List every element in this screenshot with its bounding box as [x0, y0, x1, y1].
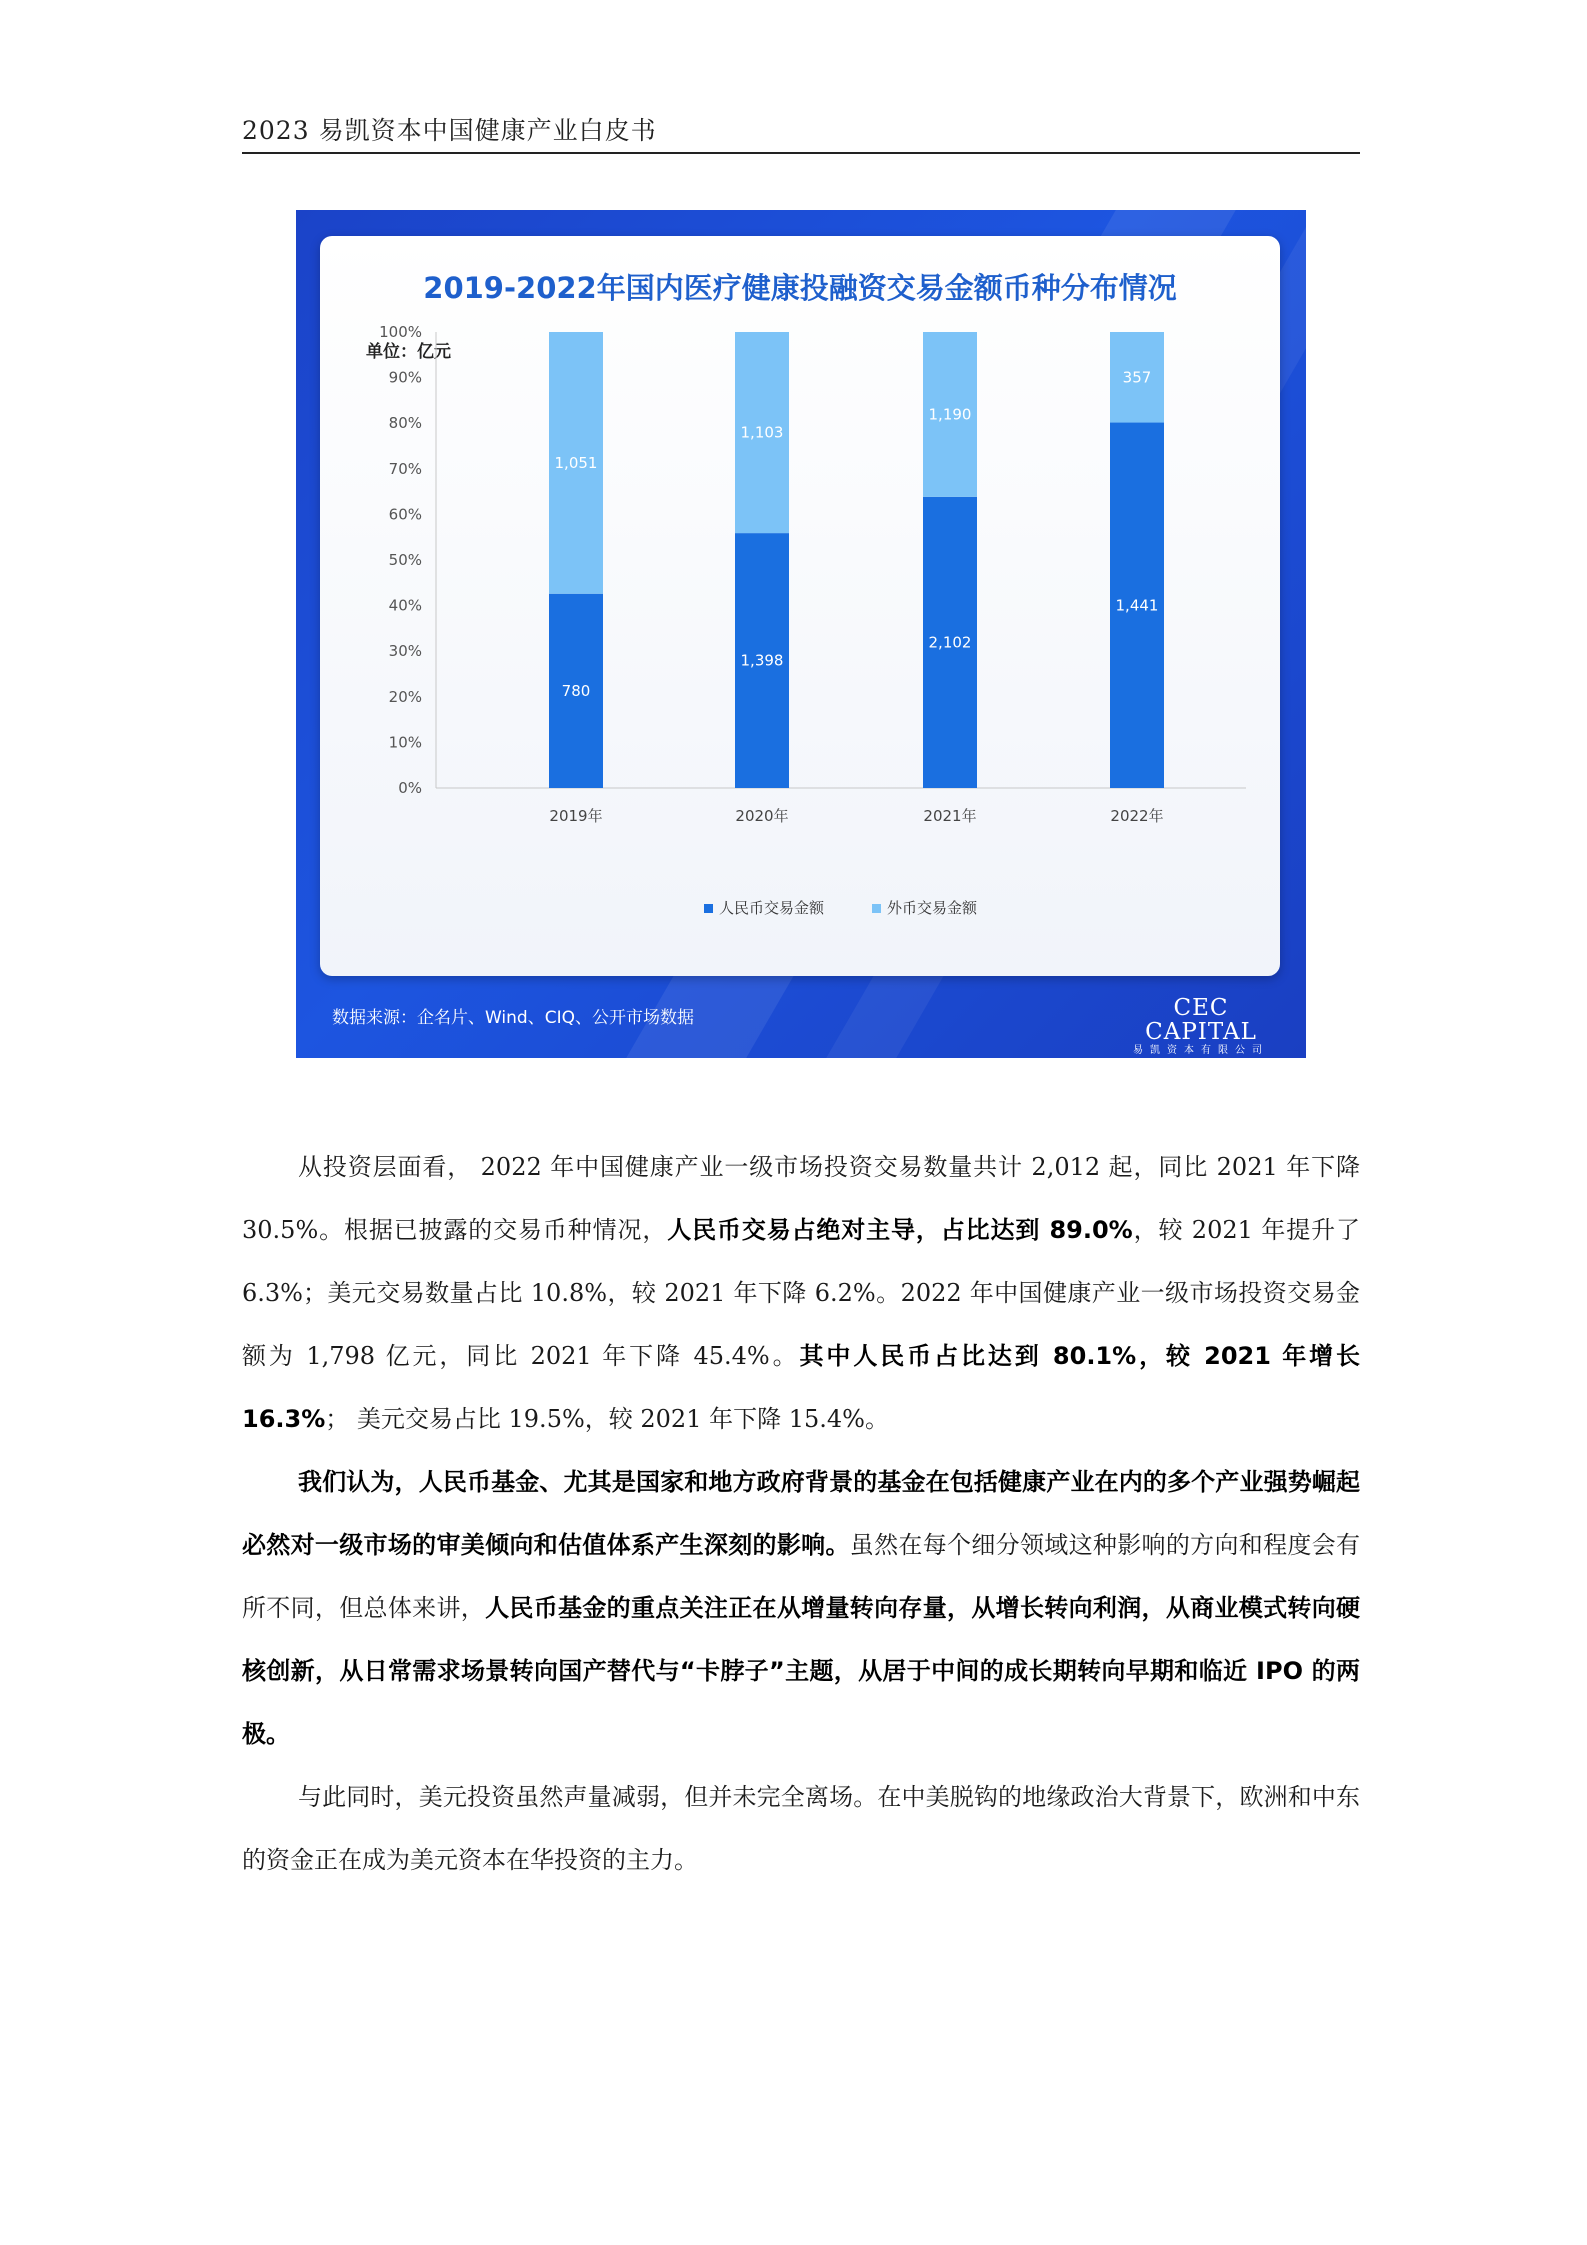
text-segment: 从投资层面看， 2022 年中国健康产业一级市场投资交易数量共计 2,012 起，同比 2021 年下降 30.5%。根据已披露的交易币种情况， [242, 1153, 1360, 1244]
data-label: 357 [1122, 368, 1152, 387]
logo-main-text: CEC CAPITAL [1145, 995, 1257, 1045]
stacked-bar-chart [320, 236, 1280, 976]
y-tick-label: 80% [388, 414, 422, 433]
text-segment: 虽然在每个细分领域这种影响的方向和程度会有所不同，但总体来讲， [242, 1531, 1361, 1622]
data-source: 数据来源：企名片、Wind、CIQ、公开市场数据 [332, 1008, 694, 1028]
chart-card [320, 236, 1280, 976]
legend-label: 人民币交易金额 [719, 899, 825, 917]
text-segment: ； 美元交易占比 19.5%，较 2021 年下降 15.4%。 [325, 1405, 889, 1433]
text-segment: ，较 2021 年提升了 6.3%；美元交易数量占比 10.8%，较 2021 年下降 6.2%。2022 年中国健康产业一级市场投资交易金额为 1,798 亿元，同比 2021 年下降 45.4%。 [242, 1216, 1360, 1370]
logo-sub-text: 易凯资本有限公司 [1133, 1045, 1269, 1056]
data-label: 1,190 [928, 405, 972, 424]
data-label: 1,398 [740, 651, 784, 670]
x-tick-label: 2021年 [923, 807, 977, 825]
y-tick-label: 100% [379, 323, 422, 341]
chart-figure [296, 210, 1306, 1058]
data-label: 2,102 [928, 633, 972, 652]
bold-text: 人民币基金的重点关注正在从增量转向存量，从增长转向利润，从商业模式转向硬核创新，从日常需求场景转向国产替代与“卡脖子”主题，从居于中间的成长期转向早期和临近 IPO 的两极。 [242, 1594, 1361, 1748]
paragraph [242, 1766, 1360, 1892]
header-title: 2023 易凯资本中国健康产业白皮书 [242, 116, 657, 145]
cec-capital-logo [1116, 996, 1286, 1058]
y-tick-label: 50% [388, 551, 422, 569]
y-tick-label: 0% [398, 779, 422, 797]
x-tick-label: 2020年 [735, 807, 789, 825]
x-tick-label: 2019年 [549, 807, 603, 825]
bold-text: 人民币交易占绝对主导，占比达到 89.0% [667, 1216, 1133, 1244]
unit-label: 单位：亿元 [366, 342, 451, 362]
data-label: 1,103 [740, 423, 784, 442]
y-tick-label: 40% [388, 596, 422, 615]
body-text [242, 1136, 1360, 1892]
text-segment: 与此同时，美元投资虽然声量减弱，但并未完全离场。在中美脱钩的地缘政治大背景下，欧洲和中东的资金正在成为美元资本在华投资的主力。 [242, 1783, 1360, 1874]
data-label: 780 [561, 681, 591, 700]
bold-text: 我们认为，人民币基金、尤其是国家和地方政府背景的基金在包括健康产业在内的多个产业强势崛起必然对一级市场的审美倾向和估值体系产生深刻的影响。 [242, 1468, 1360, 1559]
data-label: 1,051 [554, 453, 598, 472]
paragraph [242, 1136, 1360, 1451]
y-tick-label: 10% [388, 733, 422, 752]
y-tick-label: 70% [388, 459, 422, 478]
data-label: 1,441 [1115, 596, 1159, 615]
paragraph [242, 1451, 1360, 1766]
y-tick-label: 30% [388, 642, 422, 661]
y-tick-label: 20% [388, 687, 422, 706]
page-header [242, 114, 1360, 154]
legend-swatch [704, 904, 713, 913]
y-tick-label: 60% [388, 505, 422, 524]
bold-text: 其中人民币占比达到 80.1%，较 2021 年增长 16.3% [242, 1342, 1361, 1433]
chart-title: 2019-2022年国内医疗健康投融资交易金额币种分布情况 [423, 271, 1177, 305]
y-tick-label: 90% [388, 368, 422, 387]
legend-label: 外币交易金额 [887, 899, 978, 917]
x-tick-label: 2022年 [1110, 807, 1164, 825]
legend-swatch [872, 904, 881, 913]
